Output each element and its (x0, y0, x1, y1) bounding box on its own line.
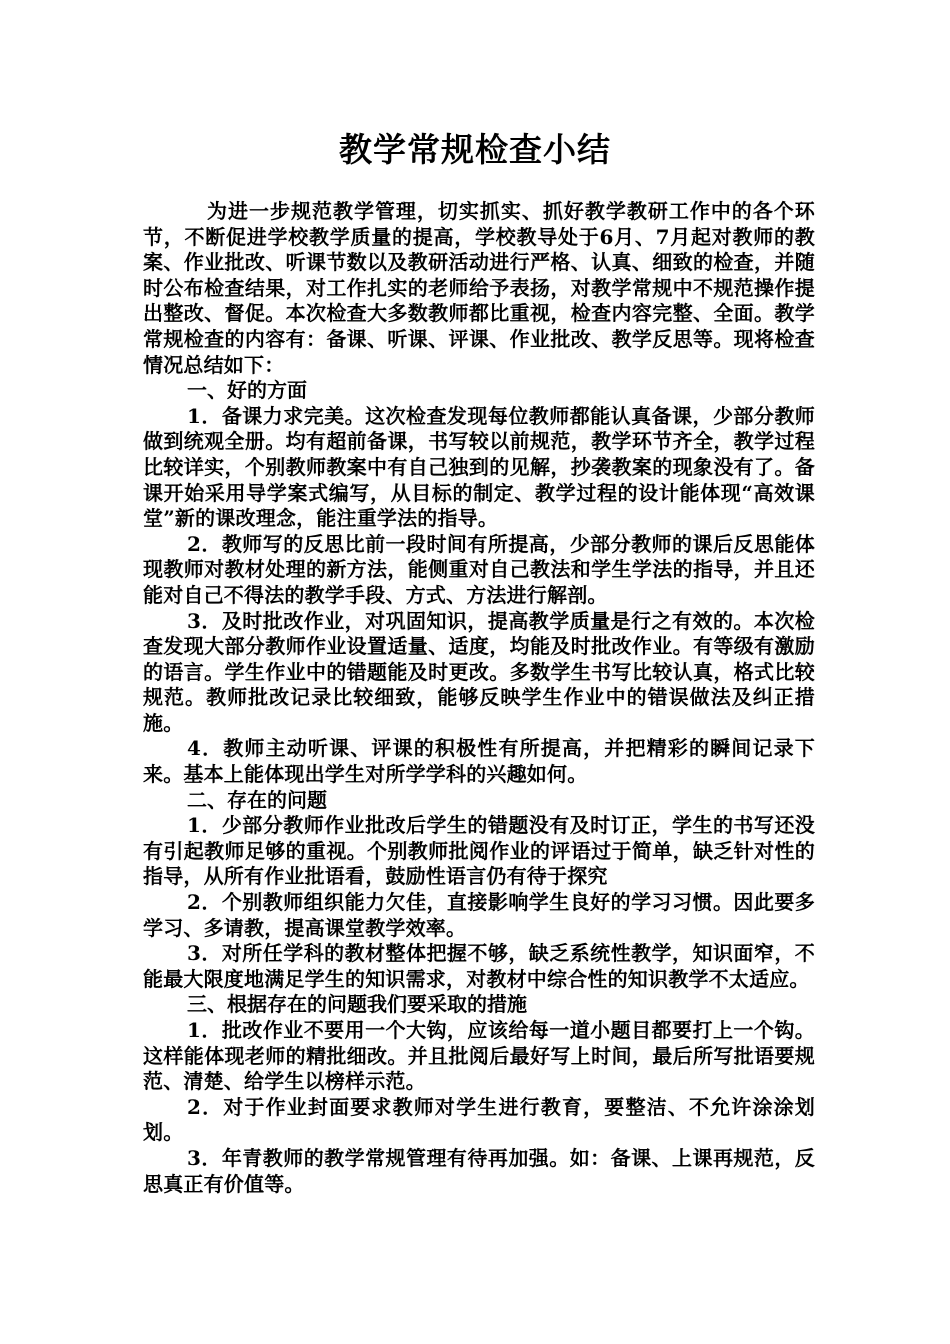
section-item: 2．教师写的反思比前一段时间有所提高，少部分教师的课后反思能体现教师对教材处理的新方法，能侧重对自己教法和学生学法的指导，并且还能对自己不得法的教学手段、方式、方法进行解剖。 (143, 531, 815, 607)
section-item: 1．少部分教师作业批改后学生的错题没有及时订正，学生的书写还没有引起教师足够的重视。个别教师批阅作业的评语过于简单，缺乏针对性的指导，从所有作业批语看，鼓励性语言仍有待于探究 (143, 813, 815, 889)
section-heading: 一、好的方面 (187, 378, 307, 403)
section-heading: 二、存在的问题 (187, 787, 327, 812)
section-good-aspects (143, 378, 815, 788)
section-item: 3．年青教师的教学常规管理有待再加强。如：备课、上课再规范，反思真正有价值等。 (143, 1145, 815, 1196)
intro-paragraph: 为进一步规范教学管理，切实抓实、抓好教学教研工作中的各个环节，不断促进学校教学质量的提高，学校教导处于6月、7月起对教师的教案、作业批改、听课节数以及教研活动进行严格、认真、细致的检查，并随时公布检查结果，对工作扎实的老师给予表扬，对教学常规中不规范操作提出整改、督促。本次检查大多数教师都比重视，检查内容完整、全面。教学常规检查的内容有：备课、听课、评课、作业批改、教学反思等。现将检查情况总结如下： (143, 199, 815, 377)
section-problems (143, 788, 815, 993)
section-heading: 三、根据存在的问题我们要采取的措施 (187, 992, 527, 1017)
section-item: 2．对于作业封面要求教师对学生进行教育，要整洁、不允许涂涂划划。 (143, 1094, 815, 1145)
section-item: 4．教师主动听课、评课的积极性有所提高，并把精彩的瞬间记录下来。基本上能体现出学生对所学学科的兴趣如何。 (143, 736, 815, 787)
section-item: 1．备课力求完美。这次检查发现每位教师都能认真备课，少部分教师做到统观全册。均有超前备课，书写较以前规范，教学环节齐全，教学过程比较详实，个别教师教案中有自己独到的见解，抄袭教案的现象没有了。备课开始采用导学案式编写，从目标的制定、教学过程的设计能体现“高效课堂”新的课改理念，能注重学法的指导。 (143, 403, 815, 531)
section-item: 1．批改作业不要用一个大钩，应该给每一道小题目都要打上一个钩。这样能体现老师的精批细改。并且批阅后最好写上时间，最后所写批语要规范、清楚、给学生以榜样示范。 (143, 1018, 815, 1094)
section-item: 2．个别教师组织能力欠佳，直接影响学生良好的学习习惯。因此要多学习、多请教，提高课堂教学效率。 (143, 890, 815, 940)
section-item: 3．对所任学科的教材整体把握不够，缺乏系统性教学，知识面窄，不能最大限度地满足学生的知识需求，对教材中综合性的知识教学不太适应。 (143, 941, 815, 991)
section-item: 3．及时批改作业，对巩固知识，提高教学质量是行之有效的。本次检查发现大部分教师作业设置适量、适度，均能及时批改作业。有等级有激励的语言。学生作业中的错题能及时更改。多数学生书写比较认真，格式比较规范。教师批改记录比较细致，能够反映学生作业中的错误做法及纠正措施。 (143, 608, 815, 735)
page-title: 教学常规检查小结 (339, 130, 611, 169)
document-body (143, 199, 815, 1197)
section-measures (143, 992, 815, 1197)
